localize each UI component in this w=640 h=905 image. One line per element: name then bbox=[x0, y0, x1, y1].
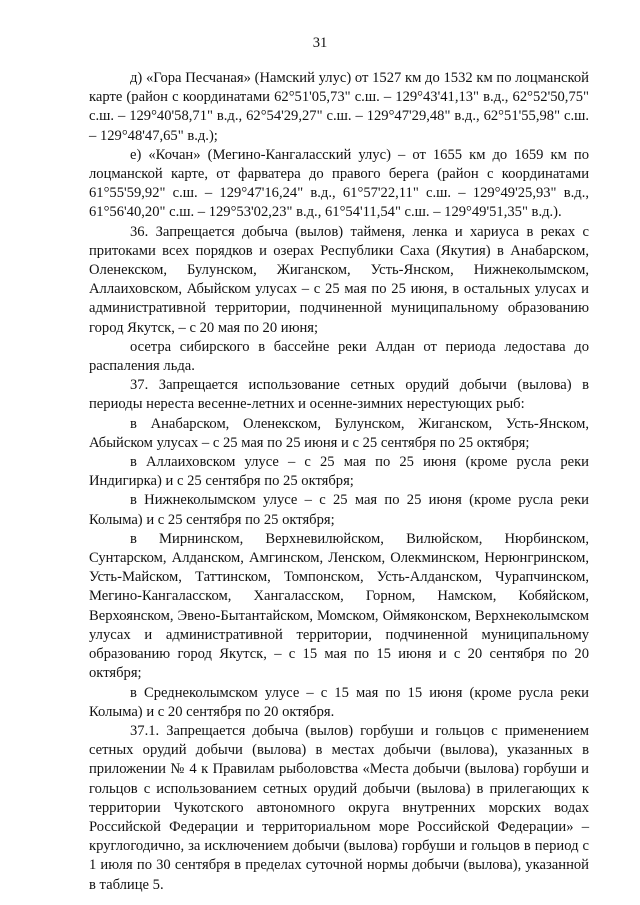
paragraph-item-e: е) «Кочан» (Мегино-Кангаласский улус) – от 1655 км до 1659 км по лоцманской карте, от фарватера до правого берега (район с координатами 61°55'59,92" с.ш. – 129°47'16,24" в.д., 61°57'22,11" с.ш. – 129°49'25,93" в.д., 61°56'40,20" с.ш. – 129°53'02,23" в.д., 61°54'11,54" с.ш. – 129°49'51,35" в.д.). bbox=[89, 146, 589, 221]
paragraph-clause-36: 36. Запрещается добыча (вылов) тайменя, ленка и хариуса в реках с притоками всех порядков и озерах Республики Саха (Якутия) в Анабарском, Оленекском, Булунском, Жиганском, Усть-Янском, Нижнеколымском, Аллаиховском, Абыйском улусах – с 25 мая по 25 июня, в остальных улусах и административной территории, подчиненной муниципальному образованию город Якутск, – с 20 мая по 20 июня; bbox=[89, 223, 589, 336]
paragraph-anabar-group: в Анабарском, Оленекском, Булунском, Жиганском, Усть-Янском, Абыйском улусах – с 25 мая по 25 июня и с 25 сентября по 25 октября; bbox=[89, 415, 589, 451]
paragraph-allaikhov: в Аллаиховском улусе – с 25 мая по 25 июня (кроме русла реки Индигирка) и с 25 сентября по 25 октября; bbox=[89, 454, 589, 490]
paragraph-clause-37: 37. Запрещается использование сетных орудий добычи (вылова) в периоды нереста весенне-летних и осенне-зимних нерестующих рыб: bbox=[89, 377, 589, 413]
paragraph-mirny-group: в Мирнинском, Верхневилюйском, Вилюйском, Нюрбинском, Сунтарском, Алданском, Амгинском, Ленском, Олекминском, Нерюнгринском, Усть-Майском, Таттинском, Томпонском, Усть-Алданском, Чурапчинском, Мегино-Кангаласском, Хангаласском, Горном, Намском, Кобяйском, Верхоянском, Эвено-Бытантайском, Момском, Оймяконском, Верхнеколымском улусах и административной территории, подчиненной муниципальному образованию город Якутск, – с 15 мая по 15 июня и с 20 сентября по 20 октября; bbox=[89, 530, 589, 682]
page-number: 31 bbox=[312, 35, 328, 51]
paragraph-sturgeon: осетра сибирского в бассейне реки Алдан от периода ледостава до распаления льда. bbox=[89, 338, 589, 375]
document-body bbox=[89, 69, 589, 895]
paragraph-item-d: д) «Гора Песчаная» (Намский улус) от 1527 км до 1532 км по лоцманской карте (район с координатами 62°51'05,73" с.ш. – 129°43'41,13" в.д., 62°52'50,75" с.ш. – 129°40'58,71" в.д., 62°54'29,27" с.ш. – 129°47'29,48" в.д., 62°51'55,98" с.ш. – 129°48'47,65" в.д.); bbox=[89, 70, 589, 144]
paragraph-nizhnekolym: в Нижнеколымском улусе – с 25 мая по 25 июня (кроме русла реки Колыма) и с 25 сентября по 25 октября; bbox=[89, 492, 589, 528]
paragraph-clause-37-1: 37.1. Запрещается добыча (вылов) горбуши и гольцов с применением сетных орудий добычи (вылова) в местах добычи (вылова), указанных в приложении № 4 к Правилам рыболовства «Места добычи (вылова) горбуши и гольцов с использованием сетных орудий добычи (вылова) в прилегающих к территории Чукотского автономного округа внутренних морских водах Российской Федерации и территориальном море Российской Федерации» – круглогодично, за исключением добычи (вылова) горбуши и гольцов в период с 1 июля по 30 сентября в пределах суточной нормы добычи (вылова), указанной в таблице 5. bbox=[89, 722, 589, 893]
paragraph-srednekolym: в Среднеколымском улусе – с 15 мая по 15 июня (кроме русла реки Колыма) и с 20 сентября по 20 октября. bbox=[89, 684, 589, 720]
